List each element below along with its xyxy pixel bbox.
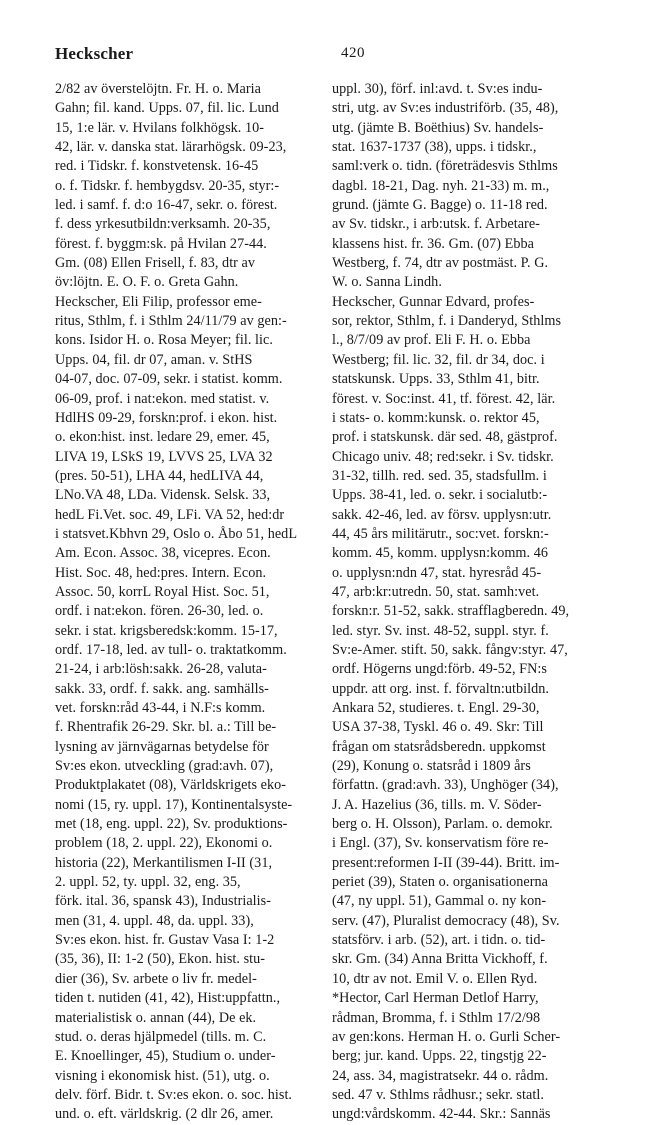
- text-line: met (18, eng. uppl. 22), Sv. produktions-: [55, 816, 288, 833]
- text-line: berg o. H. Olsson), Parlam. o. demokr.: [332, 816, 553, 833]
- text-line: klassens hist. fr. 36. Gm. (07) Ebba: [332, 235, 534, 252]
- text-line: problem (18, 2. uppl. 22), Ekonomi o.: [55, 835, 273, 852]
- text-line: LNo.VA 48, LDa. Vidensk. Selsk. 33,: [55, 487, 271, 504]
- text-line: 2. uppl. 52, ty. uppl. 32, eng. 35,: [55, 874, 241, 891]
- text-line: statsförv. i arb. (52), art. i tidn. o. tid-: [332, 932, 546, 949]
- text-line: 24, ass. 34, magistratsekr. 44 o. rådm.: [332, 1067, 549, 1084]
- text-line: av gen:kons. Herman H. o. Gurli Scher-: [332, 1028, 561, 1045]
- text-line: l., 8/7/09 av prof. Eli F. H. o. Ebba: [332, 332, 531, 349]
- text-line: Heckscher, Gunnar Edvard, profes-: [332, 293, 535, 310]
- text-line: av Sv. tidskr., i arb:utsk. f. Arbetare-: [332, 216, 540, 233]
- text-line: men (31, 4. uppl. 48, da. uppl. 33),: [55, 912, 254, 929]
- text-line: W. o. Sanna Lindh.: [332, 274, 442, 291]
- text-line: ordf. 17-18, led. av tull- o. traktatkomm.: [55, 641, 287, 658]
- text-line: (29), Konung o. statsråd i 1809 års: [332, 758, 531, 775]
- text-line: skr. Gm. (34) Anna Britta Vickhoff, f.: [332, 951, 548, 968]
- text-line: HdlHS 09-29, forskn:prof. i ekon. hist.: [55, 409, 278, 426]
- text-line: dier (36), Sv. arbete o liv fr. medel-: [55, 970, 257, 987]
- text-line: i Engl. (37), Sv. konservatism före re-: [332, 835, 549, 852]
- text-line: (pres. 50-51), LHA 44, hedLIVA 44,: [55, 467, 264, 484]
- text-line: materialistisk o. annan (44), De ek.: [55, 1009, 257, 1026]
- text-line: lysning av järnvägarnas betydelse för: [55, 738, 269, 755]
- text-line: sakk. 42-46, led. av försv. upplysn:utr.: [332, 506, 552, 523]
- running-head-name: Heckscher: [55, 44, 134, 63]
- text-line: Am. Econ. Assoc. 38, vicepres. Econ.: [55, 545, 271, 562]
- text-line: Westberg; fil. lic. 32, fil. dr 34, doc. i: [332, 351, 545, 368]
- text-line: 31-32, tillh. red. sed. 35, stadsfullm. i: [332, 467, 547, 484]
- text-line: Ankara 52, studieres. t. Engl. 29-30,: [332, 700, 540, 716]
- text-line: (35, 36), II: 1-2 (50), Ekon. hist. stu-: [55, 951, 266, 968]
- text-line: serv. (47), Pluralist democracy (48), Sv.: [332, 912, 560, 929]
- text-line: ungd:vårdskomm. 42-44. Skr.: Sannäs: [332, 1106, 551, 1123]
- text-line: historia (22), Merkantilismen I-II (31,: [55, 854, 273, 871]
- text-line: sed. 47 v. Sthlms rådhusr.; sekr. statl.: [332, 1086, 544, 1103]
- text-line: förest. f. byggm:sk. på Hvilan 27-44.: [55, 235, 267, 252]
- text-line: i stats- o. komm:kunsk. o. rektor 45,: [332, 409, 540, 426]
- text-line: rådman, Bromma, f. i Sthlm 17/2/98: [332, 1009, 541, 1026]
- text-line: led. i samf. f. d:o 16-47, sekr. o. förest.: [55, 197, 278, 214]
- text-line: forskn:r. 51-52, sakk. strafflagberedn. 49,: [332, 603, 570, 620]
- text-line: 04-07, doc. 07-09, sekr. i statist. komm.: [55, 371, 283, 388]
- text-line: utg. (jämte B. Boëthius) Sv. handels-: [332, 119, 544, 136]
- text-line: periet (39), Staten o. organisationerna: [332, 874, 549, 891]
- page-number: 420: [341, 45, 365, 61]
- text-line: nomi (15, ry. uppl. 17), Kontinentalsyste-: [55, 796, 293, 813]
- text-line: Gm. (08) Ellen Frisell, f. 83, dtr av: [55, 255, 256, 272]
- text-line: komm. 45, komm. upplysn:komm. 46: [332, 545, 548, 562]
- text-line: prof. i statskunsk. där sed. 48, gästprof.: [332, 429, 558, 446]
- text-line: visning i ekonomisk hist. (51), utg. o.: [55, 1067, 270, 1084]
- text-line: uppl. 30), förf. inl:avd. t. Sv:es indu-: [332, 81, 543, 97]
- text-line: Upps. 04, fil. dr 07, aman. v. StHS: [55, 351, 253, 368]
- text-line: kons. Isidor H. o. Rosa Meyer; fil. lic.: [55, 332, 273, 349]
- text-line: stat. 1637-1737 (38), upps. i tidskr.,: [332, 139, 537, 156]
- text-line: förest. v. Soc:inst. 41, tf. förest. 42, lär.: [332, 390, 556, 407]
- text-line: Hist. Soc. 48, hed:pres. Intern. Econ.: [55, 564, 267, 581]
- text-line: 42, lär. v. danska stat. lärarhögsk. 09-23,: [55, 139, 287, 156]
- text-line: 44, 45 års militärutr., soc:vet. forskn:-: [332, 525, 549, 542]
- text-line: *Hector, Carl Herman Detlof Harry,: [332, 990, 539, 1007]
- text-line: frågan om statsrådsberedn. uppkomst: [332, 738, 546, 755]
- text-line: ordf. Högerns ungd:förb. 49-52, FN:s: [332, 661, 547, 678]
- text-line: författn. (grad:avh. 33), Unghöger (34),: [332, 777, 559, 794]
- text-line: Gahn; fil. kand. Upps. 07, fil. lic. Lund: [55, 100, 279, 117]
- text-line: o. f. Tidskr. f. hembygdsv. 20-35, styr:-: [55, 177, 280, 194]
- text-line: ordf. i nat:ekon. fören. 26-30, led. o.: [55, 603, 264, 620]
- text-line: Heckscher, Eli Filip, professor eme-: [55, 293, 262, 310]
- text-line: Sv:es ekon. utveckling (grad:avh. 07),: [55, 758, 274, 775]
- text-line: vet. forskn:råd 43-44, i N.F:s komm.: [55, 700, 266, 716]
- text-line: Upps. 38-41, led. o. sekr. i socialutb:-: [332, 487, 548, 504]
- text-line: 21-24, i arb:lösh:sakk. 26-28, valuta-: [55, 661, 267, 678]
- text-line: J. A. Hazelius (36, tills. m. V. Söder-: [332, 796, 542, 813]
- text-line: o. upplysn:ndn 47, stat. hyresråd 45-: [332, 564, 542, 581]
- running-header: [55, 44, 603, 68]
- text-line: 47, arb:kr:utredn. 50, stat. samh:vet.: [332, 583, 540, 600]
- text-line: sor, rektor, Sthlm, f. i Danderyd, Sthlms: [332, 313, 562, 330]
- text-line: saml:verk o. tidn. (företrädesvis Sthlms: [332, 158, 558, 175]
- text-line: Produktplakatet (08), Världskrigets eko-: [55, 777, 287, 794]
- text-line: dagbl. 18-21, Dag. nyh. 21-33) m. m.,: [332, 177, 550, 194]
- text-line: led. styr. Sv. inst. 48-52, suppl. styr. f.: [332, 622, 549, 639]
- text-line: ritus, Sthlm, f. i Sthlm 24/11/79 av gen:-: [55, 313, 287, 330]
- text-line: grund. (jämte G. Bagge) o. 11-18 red.: [332, 197, 548, 214]
- left-column: [55, 80, 330, 1125]
- text-line: Sv:es ekon. hist. fr. Gustav Vasa I: 1-2: [55, 932, 275, 949]
- text-line: delv. förf. Bidr. t. Sv:es ekon. o. soc. hist.: [55, 1086, 293, 1103]
- text-line: USA 37-38, Tyskl. 46 o. 49. Skr: Till: [332, 719, 544, 736]
- text-line: statskunsk. Upps. 33, Sthlm 41, bitr.: [332, 371, 540, 388]
- text-line: 15, 1:e lär. v. Hvilans folkhögsk. 10-: [55, 119, 265, 136]
- text-line: Chicago univ. 48; red:sekr. i Sv. tidskr.: [332, 448, 554, 465]
- text-line: sekr. i stat. krigsberedsk:komm. 15-17,: [55, 622, 278, 639]
- text-line: 06-09, prof. i nat:ekon. med statist. v.: [55, 390, 270, 407]
- text-line: stri, utg. av Sv:es industriförb. (35, 48),: [332, 100, 559, 117]
- text-line: 10, dtr av not. Emil V. o. Ellen Ryd.: [332, 970, 538, 987]
- text-line: LIVA 19, LSkS 19, LVVS 25, LVA 32: [55, 448, 273, 465]
- text-line: und. o. eft. världskrig. (2 dlr 26, amer.: [55, 1106, 274, 1123]
- text-line: sakk. 33, ordf. f. sakk. ang. samhälls-: [55, 680, 269, 697]
- text-line: stud. o. deras hjälpmedel (tills. m. C.: [55, 1028, 267, 1045]
- right-column: [332, 80, 610, 1125]
- text-line: f. Rhentrafik 26-29. Skr. bl. a.: Till be-: [55, 719, 277, 736]
- text-line: f. dess yrkesutbildn:verksamh. 20-35,: [55, 216, 271, 233]
- text-line: förk. ital. 36, spansk 43), Industrialis-: [55, 893, 272, 910]
- text-line: i statsvet.Kbhvn 29, Oslo o. Åbo 51, hedL: [55, 525, 298, 542]
- text-line: o. ekon:hist. inst. ledare 29, emer. 45,: [55, 429, 270, 446]
- text-line: Assoc. 50, korrL Royal Hist. Soc. 51,: [55, 583, 270, 600]
- text-line: tiden t. nutiden (41, 42), Hist:uppfattn.,: [55, 990, 281, 1007]
- text-line: red. i Tidskr. f. konstvetensk. 16-45: [55, 158, 259, 175]
- text-line: berg; jur. kand. Upps. 22, tingstjg 22-: [332, 1048, 547, 1065]
- text-line: öv:löjtn. E. O. F. o. Greta Gahn.: [55, 274, 239, 291]
- text-line: 2/82 av överstelöjtn. Fr. H. o. Maria: [55, 81, 261, 97]
- text-line: uppdr. att org. inst. f. förvaltn:utbildn.: [332, 680, 549, 697]
- text-line: (47, ny uppl. 51), Gammal o. ny kon-: [332, 893, 547, 910]
- text-line: E. Knoellinger, 45), Studium o. under-: [55, 1048, 276, 1065]
- text-line: present:reformen I-II (39-44). Britt. im-: [332, 854, 560, 871]
- text-line: hedL Fi.Vet. soc. 49, LFi. VA 52, hed:dr: [55, 506, 285, 523]
- text-line: Westberg, f. 74, dtr av postmäst. P. G.: [332, 255, 549, 272]
- text-line: Sv:e-Amer. stift. 50, sakk. fångv:styr. 47,: [332, 641, 568, 658]
